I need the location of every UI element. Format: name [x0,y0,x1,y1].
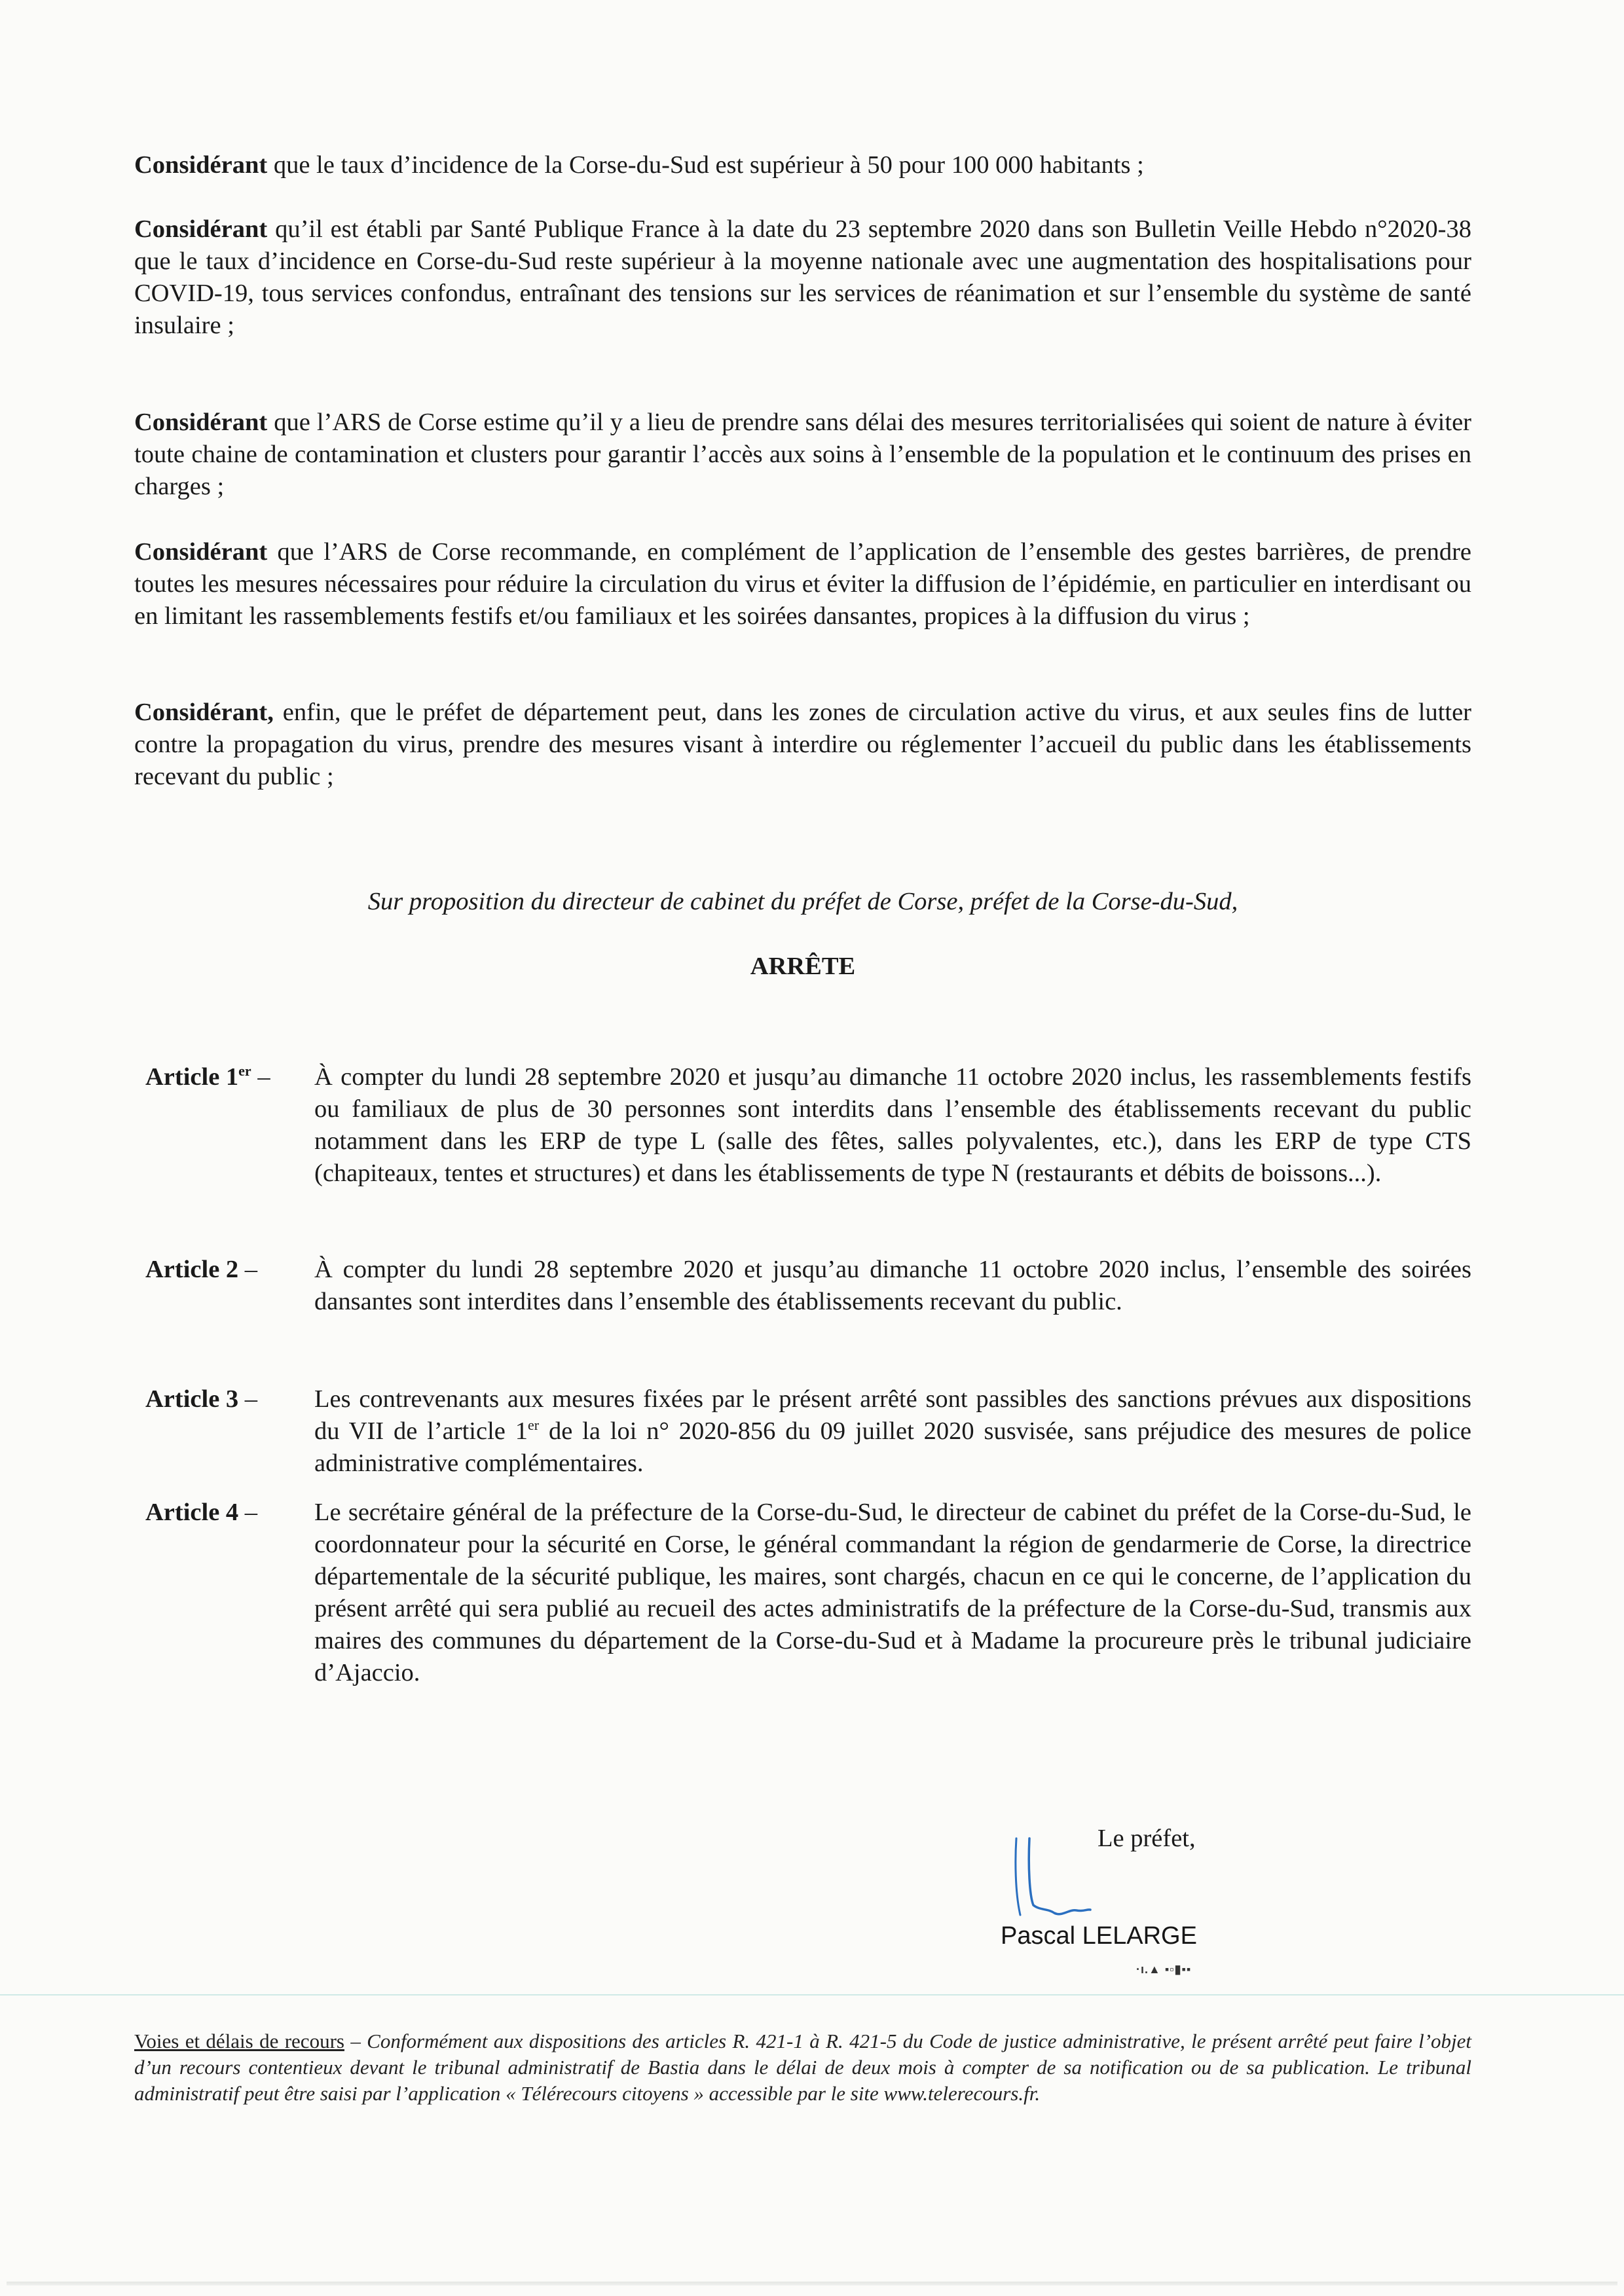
article-label: Article 1er – [145,1063,270,1091]
considerant-keyword: Considérant [134,151,268,179]
article-2 [145,1254,1471,1318]
decision-heading: ARRÊTE [750,953,856,980]
signatory-name: Pascal LELARGE [1001,1922,1197,1950]
considerant-text: que l’ARS de Corse estime qu’il y a lieu de prendre sans délai des mesures territorialisées qui soient de nature à éviter toute chaine de contamination et clusters pour garantir l’accès aux soins à l’ensemble de la population et le continuum des prises en charges ; [134,409,1471,500]
considerant-paragraph-incidence [134,149,1471,181]
considerant-keyword: Considérant [134,538,268,566]
considerant-paragraph-ars-mesures [134,407,1471,503]
article-3 [145,1383,1471,1480]
considerant-keyword: Considérant, [134,699,274,726]
considerant-paragraph-ars-recommande [134,536,1471,632]
considerant-text: que le taux d’incidence de la Corse-du-Sud est supérieur à 50 pour 100 000 habitants ; [267,151,1144,179]
signature-stamp-mark: ·ı.▲ ▪▫▮▪▪ [1136,1963,1192,1976]
article-body: Les contrevenants aux mesures fixées par le présent arrêté sont passibles des sanctions prévues aux dispositions du VII de l’article 1er de la loi n° 2020-856 du 09 juillet 2020 susvisée, sans préjudice des mesures de police administrative complémentaires. [314,1385,1472,1477]
handwritten-signature-icon [989,1833,1120,1918]
appeal-notice-heading: Voies et délais de recours [134,2030,344,2052]
footer-separator [0,1994,1624,1995]
article-label: Article 2 – [145,1256,258,1283]
article-1 [145,1061,1471,1190]
article-body: Le secrétaire général de la préfecture de la Corse-du-Sud, le directeur de cabinet du préfet de la Corse-du-Sud, le coordonnateur pour la sécurité en Corse, le général commandant la région de gendarmerie de Corse, la directrice départementale de la sécurité publique, les maires, sont chargés, chacun en ce qui le concerne, de l’application du présent arrêté qui sera publié au recueil des actes administratifs de la préfecture de la Corse-du-Sud, transmis aux maires des communes du département de la Corse-du-Sud et à Madame la procureure près le tribunal judiciaire d’Ajaccio. [314,1499,1471,1686]
signature-title: Le préfet, [1098,1825,1196,1852]
proposition-line: Sur proposition du directeur de cabinet du préfet de Corse, préfet de la Corse-du-Sud, [367,888,1238,915]
considerant-paragraph-prefet [134,697,1471,793]
considerant-keyword: Considérant [134,215,268,243]
article-body: À compter du lundi 28 septembre 2020 et jusqu’au dimanche 11 octobre 2020 inclus, les rassemblements festifs ou familiaux de plus de 30 personnes sont interdits dans l’ensemble des établissements recevant du public notamment dans les ERP de type L (salle des fêtes, salles polyvalentes, etc.), dans les ERP de type CTS (chapiteaux, tentes et structures) et dans les établissements de type N (restaurants et débits de boissons...). [314,1063,1471,1187]
considerant-text: enfin, que le préfet de département peut, dans les zones de circulation active du virus, et aux seules fins de lutter contre la propagation du virus, prendre des mesures visant à interdire ou réglementer l’accueil du public dans les établissements recevant du public ; [134,699,1471,790]
page-edge [7,2282,1617,2286]
article-body: À compter du lundi 28 septembre 2020 et jusqu’au dimanche 11 octobre 2020 inclus, l’ensemble des soirées dansantes sont interdites dans l’ensemble des établissements recevant du public. [314,1256,1471,1315]
considerant-keyword: Considérant [134,409,268,436]
considerant-paragraph-sante-publique [134,213,1471,342]
article-label: Article 4 – [145,1499,258,1526]
appeal-notice [134,2028,1471,2107]
article-label: Article 3 – [145,1385,258,1413]
considerant-text: que l’ARS de Corse recommande, en complément de l’application de l’ensemble des gestes barrières, de prendre toutes les mesures nécessaires pour réduire la circulation du virus et éviter la diffusion de l’épidémie, en particulier en interdisant ou en limitant les rassemblements festifs et/ou familiaux et les soirées dansantes, propices à la diffusion du virus ; [134,538,1471,630]
article-4 [145,1497,1471,1689]
considerant-text: qu’il est établi par Santé Publique France à la date du 23 septembre 2020 dans son Bulletin Veille Hebdo n°2020-38 que le taux d’incidence en Corse-du-Sud reste supérieur à la moyenne nationale avec une augmentation des hospitalisations pour COVID-19, tous services confondus, entraînant des tensions sur les services de réanimation et sur l’ensemble du système de santé insulaire ; [134,215,1471,339]
appeal-notice-text: – Conformément aux dispositions des articles R. 421-1 à R. 421-5 du Code de justice administrative, le présent arrêté peut faire l’objet d’un recours contentieux devant le tribunal administratif de Bastia dans le délai de deux mois à compter de sa notification ou de sa publication. Le tribunal administratif peut être saisi par l’application « Télérecours citoyens » accessible par le site www.telerecours.fr. [134,2030,1471,2105]
